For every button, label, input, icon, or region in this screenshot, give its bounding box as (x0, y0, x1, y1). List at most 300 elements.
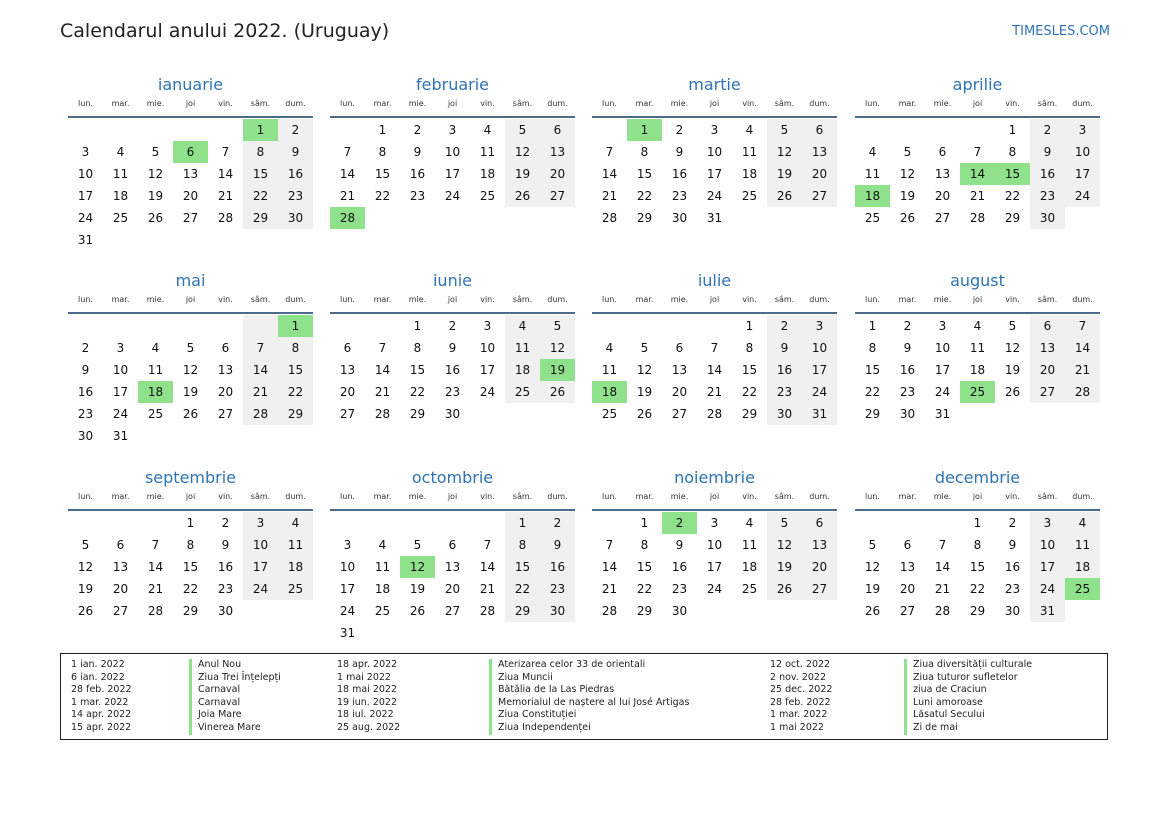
day-cell: 27 (802, 185, 837, 207)
weekday-label: joi (447, 99, 458, 108)
month-name: martie (688, 75, 741, 94)
holiday-date: 14 apr. 2022 (71, 709, 132, 721)
day-cell: 3 (710, 123, 719, 137)
weekday-label: mie. (933, 492, 952, 501)
day-cell: 16 (767, 359, 802, 381)
day-cell: 5 (1008, 319, 1017, 333)
weekday-label: joi (972, 492, 983, 501)
weekday-label: dum. (285, 99, 306, 108)
weekday-label: vin. (742, 295, 757, 304)
day-cell: 19 (77, 582, 94, 596)
holiday-date: 15 apr. 2022 (71, 722, 132, 733)
day-cell: 29 (969, 604, 986, 618)
day-cell: 18 (741, 560, 758, 574)
day-grid (855, 315, 1100, 425)
weekday-header (68, 492, 313, 506)
day-cell: 16 (671, 560, 688, 574)
empty-cell (103, 119, 138, 141)
weekday-label: mar. (373, 99, 392, 108)
holiday-name: Carnaval (189, 697, 240, 710)
holiday-date: 1 mai 2022 (337, 671, 391, 683)
day-grid (68, 119, 313, 251)
day-cell: 18 (374, 582, 391, 596)
day-cell: 10 (1065, 141, 1100, 163)
empty-cell (697, 315, 732, 337)
day-cell: 19 (147, 189, 164, 203)
day-cell: 3 (483, 319, 492, 333)
weekday-label: dum. (547, 492, 568, 501)
day-cell: 6 (802, 512, 837, 534)
holiday-name: Bătălia de la Las Piedras (489, 684, 614, 697)
day-cell: 9 (81, 363, 90, 377)
day-cell: 7 (1065, 315, 1100, 337)
month-noiembrie (592, 466, 837, 622)
weekday-label: lun. (78, 295, 93, 304)
day-cell: 25 (741, 582, 758, 596)
weekday-label: vin. (480, 492, 495, 501)
weekday-label: mie. (670, 492, 689, 501)
holiday-date: 25 aug. 2022 (337, 722, 401, 733)
day-grid (330, 512, 575, 644)
day-cell: 2 (540, 512, 575, 534)
day-cell: 23 (1030, 185, 1065, 207)
day-cell: 28 (479, 604, 496, 618)
day-cell: 5 (540, 315, 575, 337)
weekday-label: mar. (111, 492, 130, 501)
empty-cell (925, 119, 960, 141)
day-cell: 8 (745, 341, 754, 355)
day-cell: 11 (147, 363, 164, 377)
day-cell: 20 (1030, 359, 1065, 381)
day-cell: 24 (479, 385, 496, 399)
day-cell: 10 (706, 538, 723, 552)
day-cell: 30 (899, 407, 916, 421)
day-cell: 27 (1030, 381, 1065, 403)
weekday-label: sâm. (512, 295, 533, 304)
holiday-name: ziua de Craciun (904, 684, 987, 697)
month-martie (592, 73, 837, 229)
day-cell: 14 (147, 560, 164, 574)
holiday-date: 28 feb. 2022 (770, 696, 831, 708)
day-cell: 22 (409, 385, 426, 399)
empty-cell (68, 119, 103, 141)
day-grid (855, 512, 1100, 622)
weekday-label: sâm. (1037, 492, 1058, 501)
day-cell: 15 (741, 363, 758, 377)
weekday-label: joi (709, 492, 720, 501)
holiday-date: 25 dec. 2022 (770, 684, 833, 696)
weekday-label: joi (185, 99, 196, 108)
day-cell: 17 (243, 556, 278, 578)
weekday-label: vin. (480, 99, 495, 108)
empty-cell (592, 315, 627, 337)
day-cell: 6 (116, 538, 125, 552)
day-cell: 13 (802, 534, 837, 556)
day-cell: 6 (903, 538, 912, 552)
day-cell: 11 (969, 341, 986, 355)
weekday-label: sâm. (512, 492, 533, 501)
day-cell: 1 (868, 319, 877, 333)
weekday-label: joi (185, 492, 196, 501)
month-aprilie (855, 73, 1100, 229)
day-cell: 1 (1008, 123, 1017, 137)
day-cell: 10 (1030, 534, 1065, 556)
holiday-name: Aterizarea celor 33 de orientali (489, 659, 645, 672)
day-cell: 18 (741, 167, 758, 181)
weekday-label: vin. (218, 492, 233, 501)
empty-cell (208, 119, 243, 141)
day-cell: 26 (636, 407, 653, 421)
month-name: iunie (432, 271, 472, 290)
day-cell: 20 (802, 163, 837, 185)
day-cell: 8 (868, 341, 877, 355)
day-cell: 12 (767, 534, 802, 556)
weekday-label: mar. (111, 99, 130, 108)
day-cell: 8 (378, 145, 387, 159)
day-cell: 21 (339, 189, 356, 203)
weekday-label: dum. (809, 99, 830, 108)
day-cell: 29 (741, 407, 758, 421)
empty-cell (890, 512, 925, 534)
weekday-label: dum. (809, 295, 830, 304)
day-cell: 5 (505, 119, 540, 141)
weekday-label: sâm. (1037, 295, 1058, 304)
holiday-date: 28 feb. 2022 (71, 684, 132, 696)
weekday-label: vin. (1005, 492, 1020, 501)
day-cell: 29 (409, 407, 426, 421)
weekday-label: mie. (146, 492, 165, 501)
holiday-name: Carnaval (189, 684, 240, 697)
month-name: februarie (415, 75, 490, 94)
day-cell: 4 (1065, 512, 1100, 534)
divider (855, 509, 1100, 511)
weekday-header (68, 99, 313, 113)
day-cell: 22 (636, 582, 653, 596)
day-cell: 3 (1030, 512, 1065, 534)
weekday-label: vin. (742, 99, 757, 108)
day-cell: 23 (278, 185, 313, 207)
weekday-label: joi (972, 295, 983, 304)
day-cell: 4 (151, 341, 160, 355)
day-cell: 18 (1065, 556, 1100, 578)
empty-cell (592, 512, 627, 534)
divider (68, 116, 313, 118)
day-cell: 31 (112, 429, 129, 443)
day-grid (330, 315, 575, 425)
weekday-label: lun. (865, 99, 880, 108)
day-cell: 11 (741, 538, 758, 552)
weekday-label: vin. (480, 295, 495, 304)
empty-cell (208, 315, 243, 337)
day-cell: 4 (483, 123, 492, 137)
day-cell: 28 (217, 211, 234, 225)
day-cell: 2 (1030, 119, 1065, 141)
day-cell: 22 (505, 578, 540, 600)
weekday-header (330, 492, 575, 506)
month-name: ianuarie (157, 75, 224, 94)
day-cell: 4 (745, 123, 754, 137)
day-cell: 24 (339, 604, 356, 618)
day-cell: 31 (802, 403, 837, 425)
day-cell: 6 (1030, 315, 1065, 337)
day-cell: 7 (483, 538, 492, 552)
empty-cell (330, 315, 365, 337)
weekday-label: lun. (340, 99, 355, 108)
day-cell: 19 (636, 385, 653, 399)
day-cell: 15 (409, 363, 426, 377)
day-cell: 18 (505, 359, 540, 381)
day-cell: 20 (217, 385, 234, 399)
day-cell: 22 (969, 582, 986, 596)
day-cell: 3 (243, 512, 278, 534)
weekday-label: mie. (670, 295, 689, 304)
day-cell: 29 (182, 604, 199, 618)
empty-cell (138, 512, 173, 534)
day-cell: 3 (343, 538, 352, 552)
day-cell: 16 (671, 167, 688, 181)
empty-cell (855, 512, 890, 534)
day-cell: 12 (147, 167, 164, 181)
day-cell: 13 (671, 363, 688, 377)
day-cell: 9 (675, 538, 684, 552)
day-cell: 25 (374, 604, 391, 618)
day-cell: 6 (802, 119, 837, 141)
day-cell: 17 (77, 189, 94, 203)
month-februarie (330, 73, 575, 229)
day-cell: 4 (868, 145, 877, 159)
day-cell: 5 (903, 145, 912, 159)
day-cell: 25 (864, 211, 881, 225)
weekday-header (330, 295, 575, 309)
day-cell: 10 (479, 341, 496, 355)
holiday-day-cell: 18 (592, 381, 627, 403)
day-cell: 12 (540, 337, 575, 359)
divider (855, 312, 1100, 314)
day-cell: 11 (278, 534, 313, 556)
holiday-name: Ziua Constituției (489, 709, 576, 722)
day-cell: 12 (899, 167, 916, 181)
day-cell: 11 (741, 145, 758, 159)
day-cell: 10 (77, 167, 94, 181)
day-cell: 28 (601, 604, 618, 618)
day-cell: 22 (864, 385, 881, 399)
day-cell: 29 (505, 600, 540, 622)
day-cell: 13 (182, 167, 199, 181)
weekday-label: mie. (146, 99, 165, 108)
day-cell: 27 (182, 211, 199, 225)
weekday-label: dum. (809, 492, 830, 501)
weekday-label: sâm. (774, 99, 795, 108)
divider (592, 116, 837, 118)
month-august (855, 269, 1100, 425)
day-cell: 12 (767, 141, 802, 163)
day-cell: 22 (182, 582, 199, 596)
day-cell: 24 (1065, 185, 1100, 207)
day-cell: 29 (1004, 211, 1021, 225)
day-cell: 2 (221, 516, 230, 530)
day-cell: 25 (112, 211, 129, 225)
weekday-label: sâm. (512, 99, 533, 108)
empty-cell (330, 119, 365, 141)
day-cell: 4 (605, 341, 614, 355)
month-iunie (330, 269, 575, 425)
day-cell: 17 (112, 385, 129, 399)
day-cell: 16 (217, 560, 234, 574)
day-cell: 31 (339, 626, 356, 640)
weekday-header (330, 99, 575, 113)
day-cell: 30 (671, 211, 688, 225)
day-cell: 9 (448, 341, 457, 355)
holiday-date: 1 ian. 2022 (71, 659, 125, 670)
day-cell: 26 (864, 604, 881, 618)
day-cell: 10 (444, 145, 461, 159)
day-grid (855, 119, 1100, 229)
empty-cell (138, 119, 173, 141)
day-cell: 24 (706, 189, 723, 203)
holiday-day-cell: 25 (1065, 578, 1100, 600)
day-cell: 8 (640, 145, 649, 159)
month-octombrie (330, 466, 575, 644)
holiday-day-cell: 12 (400, 556, 435, 578)
empty-cell (627, 315, 662, 337)
day-cell: 6 (938, 145, 947, 159)
day-cell: 8 (278, 337, 313, 359)
day-cell: 5 (767, 119, 802, 141)
day-cell: 3 (116, 341, 125, 355)
day-cell: 31 (77, 233, 94, 247)
day-cell: 5 (81, 538, 90, 552)
day-cell: 23 (1004, 582, 1021, 596)
month-name: noiembrie (674, 468, 755, 487)
empty-cell (330, 512, 365, 534)
day-cell: 2 (767, 315, 802, 337)
day-cell: 13 (802, 141, 837, 163)
day-cell: 25 (601, 407, 618, 421)
weekday-label: mar. (111, 295, 130, 304)
day-cell: 27 (339, 407, 356, 421)
day-cell: 6 (343, 341, 352, 355)
divider (68, 312, 313, 314)
empty-cell (592, 119, 627, 141)
day-cell: 3 (938, 319, 947, 333)
day-cell: 25 (505, 381, 540, 403)
day-cell: 19 (767, 163, 802, 185)
day-cell: 21 (934, 582, 951, 596)
day-cell: 17 (706, 560, 723, 574)
day-cell: 21 (706, 385, 723, 399)
empty-cell (855, 119, 890, 141)
day-cell: 30 (278, 207, 313, 229)
day-cell: 17 (706, 167, 723, 181)
day-cell: 24 (934, 385, 951, 399)
holiday-name: Lăsatul Secului (904, 709, 985, 722)
month-septembrie (68, 466, 313, 622)
day-cell: 7 (973, 145, 982, 159)
day-cell: 16 (1030, 163, 1065, 185)
day-cell: 2 (448, 319, 457, 333)
day-cell: 20 (671, 385, 688, 399)
weekday-label: joi (447, 492, 458, 501)
holiday-date: 19 iun. 2022 (337, 696, 398, 708)
day-cell: 21 (969, 189, 986, 203)
weekday-header (855, 295, 1100, 309)
day-cell: 11 (601, 363, 618, 377)
holiday-day-cell: 18 (138, 381, 173, 403)
day-cell: 14 (374, 363, 391, 377)
empty-cell (365, 315, 400, 337)
month-name: octombrie (411, 468, 494, 487)
day-cell: 10 (112, 363, 129, 377)
holiday-name: Ziua diversității culturale (904, 659, 1032, 672)
weekday-label: sâm. (1037, 99, 1058, 108)
day-cell: 1 (413, 319, 422, 333)
day-cell: 14 (479, 560, 496, 574)
day-cell: 16 (444, 363, 461, 377)
weekday-label: joi (185, 295, 196, 304)
weekday-label: mie. (670, 99, 689, 108)
day-cell: 11 (374, 560, 391, 574)
day-cell: 7 (221, 145, 230, 159)
day-cell: 22 (243, 185, 278, 207)
weekday-header (855, 492, 1100, 506)
day-cell: 18 (479, 167, 496, 181)
day-cell: 26 (409, 604, 426, 618)
day-cell: 16 (278, 163, 313, 185)
day-cell: 17 (802, 359, 837, 381)
empty-cell (138, 315, 173, 337)
day-cell: 13 (899, 560, 916, 574)
day-cell: 15 (243, 163, 278, 185)
day-grid (330, 119, 575, 229)
day-cell: 5 (767, 512, 802, 534)
day-cell: 13 (540, 141, 575, 163)
site-link[interactable]: TIMESLES.COM (1012, 24, 1110, 39)
month-name: august (950, 271, 1005, 290)
divider (592, 509, 837, 511)
day-cell: 12 (505, 141, 540, 163)
day-cell: 14 (601, 167, 618, 181)
day-cell: 20 (934, 189, 951, 203)
day-cell: 26 (899, 211, 916, 225)
holiday-date: 12 oct. 2022 (770, 659, 831, 670)
month-name: septembrie (144, 468, 237, 487)
day-cell: 19 (182, 385, 199, 399)
weekday-label: sâm. (250, 492, 271, 501)
day-cell: 30 (1004, 604, 1021, 618)
holiday-day-cell: 1 (627, 119, 662, 141)
day-cell: 13 (339, 363, 356, 377)
day-cell: 2 (675, 123, 684, 137)
day-cell: 25 (278, 578, 313, 600)
day-cell: 20 (444, 582, 461, 596)
weekday-label: vin. (1005, 99, 1020, 108)
day-cell: 11 (479, 145, 496, 159)
empty-cell (68, 512, 103, 534)
day-cell: 28 (243, 403, 278, 425)
holiday-date: 18 iul. 2022 (337, 709, 394, 721)
day-cell: 30 (1030, 207, 1065, 229)
weekday-label: dum. (1072, 492, 1093, 501)
day-cell: 12 (77, 560, 94, 574)
day-cell: 24 (706, 582, 723, 596)
holiday-name: Ziua tuturor sufletelor (904, 672, 1018, 685)
day-cell: 14 (706, 363, 723, 377)
day-cell: 29 (636, 604, 653, 618)
empty-cell (243, 315, 278, 337)
empty-cell (925, 512, 960, 534)
day-cell: 23 (671, 582, 688, 596)
day-cell: 26 (505, 185, 540, 207)
